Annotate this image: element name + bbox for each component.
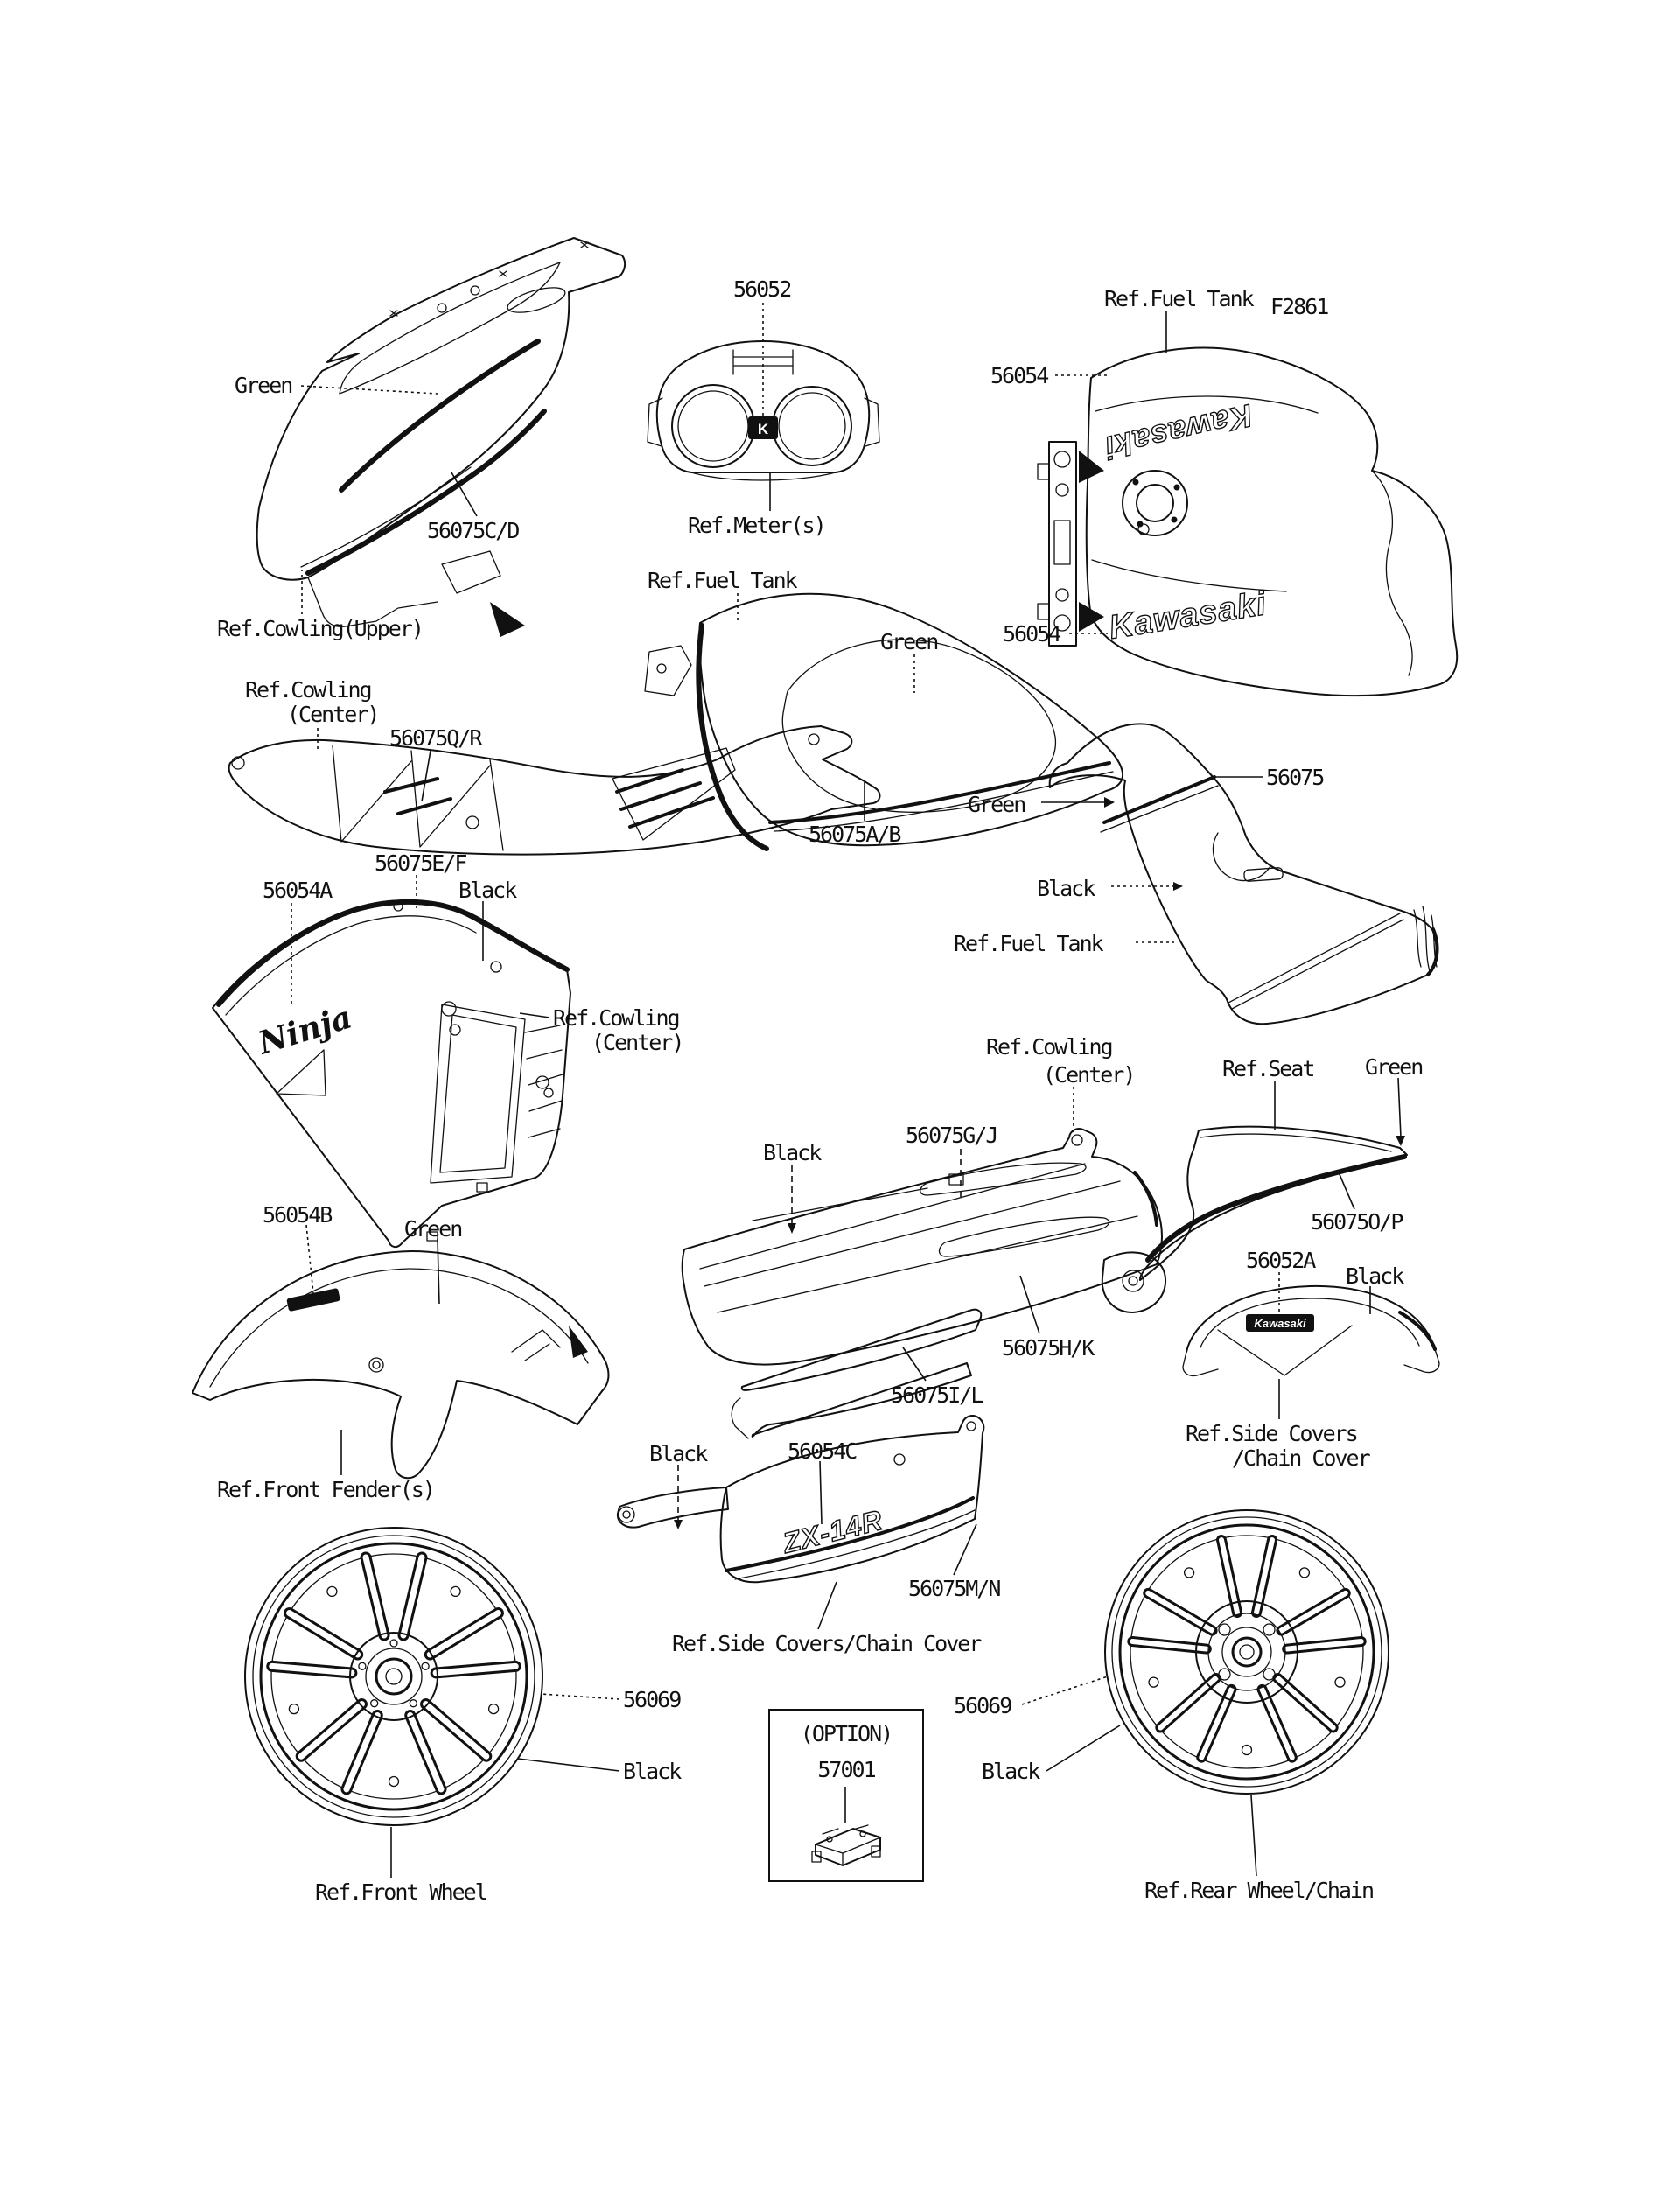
part-number-56069-front: 56069 bbox=[623, 1687, 681, 1712]
center-cowling-left-drawing bbox=[229, 726, 880, 855]
label-ref-side-covers-right-2: /Chain Cover bbox=[1232, 1445, 1369, 1471]
part-number-56075hk: 56075H/K bbox=[1002, 1335, 1094, 1361]
fuel-tank-top-drawing bbox=[1038, 348, 1457, 696]
label-ref-meters: Ref.Meter(s) bbox=[688, 513, 825, 538]
front-fender-drawing bbox=[192, 1251, 608, 1478]
label-ref-seat: Ref.Seat bbox=[1222, 1056, 1314, 1081]
figure-code: F2861 bbox=[1270, 294, 1328, 319]
option-box bbox=[768, 1709, 924, 1882]
label-ref-rear-wheel: Ref.Rear Wheel/Chain bbox=[1144, 1878, 1374, 1903]
label-ref-fuel-tank-top: Ref.Fuel Tank bbox=[1104, 286, 1253, 311]
part-number-56054a: 56054A bbox=[262, 878, 332, 903]
part-number-56075op: 56075O/P bbox=[1311, 1209, 1403, 1235]
label-green-tank-cover: Green bbox=[968, 792, 1026, 817]
label-black-small-cover: Black bbox=[1346, 1263, 1404, 1289]
label-black-tank-cover: Black bbox=[1037, 876, 1095, 901]
tank-logo-bottom: Kawasaki bbox=[1106, 585, 1270, 647]
label-ref-cowling-center-right-2: (Center) bbox=[592, 1030, 683, 1055]
part-number-56052a: 56052A bbox=[1246, 1248, 1315, 1273]
label-black-chain-cover: Black bbox=[649, 1441, 707, 1466]
part-number-56075mn: 56075M/N bbox=[908, 1576, 1000, 1601]
label-ref-cowling-center-right-1: Ref.Cowling bbox=[553, 1005, 679, 1031]
label-black-front-wheel: Black bbox=[623, 1759, 681, 1784]
label-ref-fuel-tank-right: Ref.Fuel Tank bbox=[954, 931, 1102, 956]
label-green-fender: Green bbox=[404, 1216, 462, 1242]
option-part-number: 57001 bbox=[817, 1757, 875, 1782]
label-ref-cowling-center-mid-1: Ref.Cowling bbox=[986, 1034, 1112, 1060]
chain-cover-logo: ZX-14R bbox=[779, 1503, 886, 1559]
tank-logo-top: Kawasaki bbox=[1101, 397, 1256, 466]
part-number-56075ef: 56075E/F bbox=[374, 850, 466, 876]
label-green-upper: Green bbox=[234, 373, 292, 398]
label-black-ninja-cowl: Black bbox=[458, 878, 516, 903]
meter-drawing bbox=[648, 341, 879, 480]
option-box-title: (OPTION) bbox=[800, 1721, 892, 1746]
rear-wheel-drawing bbox=[1105, 1510, 1389, 1794]
part-number-56054c: 56054C bbox=[788, 1438, 857, 1464]
upper-cowling-drawing bbox=[257, 238, 625, 637]
side-cowling-ninja-drawing bbox=[213, 900, 570, 1247]
part-number-56054-top: 56054 bbox=[990, 363, 1048, 388]
label-black-rear-wheel: Black bbox=[982, 1759, 1040, 1784]
part-number-56075ab: 56075A/B bbox=[808, 822, 900, 847]
label-ref-fuel-tank-mid: Ref.Fuel Tank bbox=[648, 568, 796, 593]
part-number-56075cd: 56075C/D bbox=[427, 518, 519, 543]
part-number-56069-rear: 56069 bbox=[954, 1693, 1012, 1718]
tank-cover-drawing bbox=[1050, 724, 1438, 1024]
small-side-cover-drawing bbox=[1183, 1286, 1439, 1376]
front-wheel-drawing bbox=[245, 1528, 542, 1825]
part-number-56075: 56075 bbox=[1266, 765, 1324, 790]
meter-logo-text: K bbox=[757, 421, 769, 437]
part-number-56075qr: 56075Q/R bbox=[389, 725, 481, 751]
label-ref-side-covers-bottom: Ref.Side Covers/Chain Cover bbox=[672, 1631, 981, 1656]
part-number-56054b: 56054B bbox=[262, 1202, 332, 1228]
ninja-logo: Ninja bbox=[254, 998, 356, 1062]
label-ref-cowling-upper: Ref.Cowling(Upper) bbox=[217, 616, 423, 641]
part-number-56054-bottom: 56054 bbox=[1003, 621, 1060, 647]
label-ref-cowling-center-left-2: (Center) bbox=[287, 702, 379, 727]
label-ref-side-covers-right-1: Ref.Side Covers bbox=[1186, 1421, 1357, 1446]
side-cover-logo-text: Kawasaki bbox=[1254, 1317, 1306, 1330]
part-number-56075gj: 56075G/J bbox=[906, 1123, 998, 1148]
label-green-tank-side: Green bbox=[880, 629, 938, 654]
label-black-center-panel: Black bbox=[763, 1140, 821, 1165]
part-number-56052: 56052 bbox=[733, 276, 791, 302]
part-number-56075il: 56075I/L bbox=[891, 1382, 983, 1408]
label-ref-front-wheel: Ref.Front Wheel bbox=[315, 1879, 486, 1905]
label-ref-cowling-center-mid-2: (Center) bbox=[1043, 1062, 1135, 1088]
label-ref-front-fender: Ref.Front Fender(s) bbox=[217, 1477, 434, 1502]
label-green-seat: Green bbox=[1365, 1054, 1423, 1080]
label-ref-cowling-center-left-1: Ref.Cowling bbox=[245, 677, 371, 703]
